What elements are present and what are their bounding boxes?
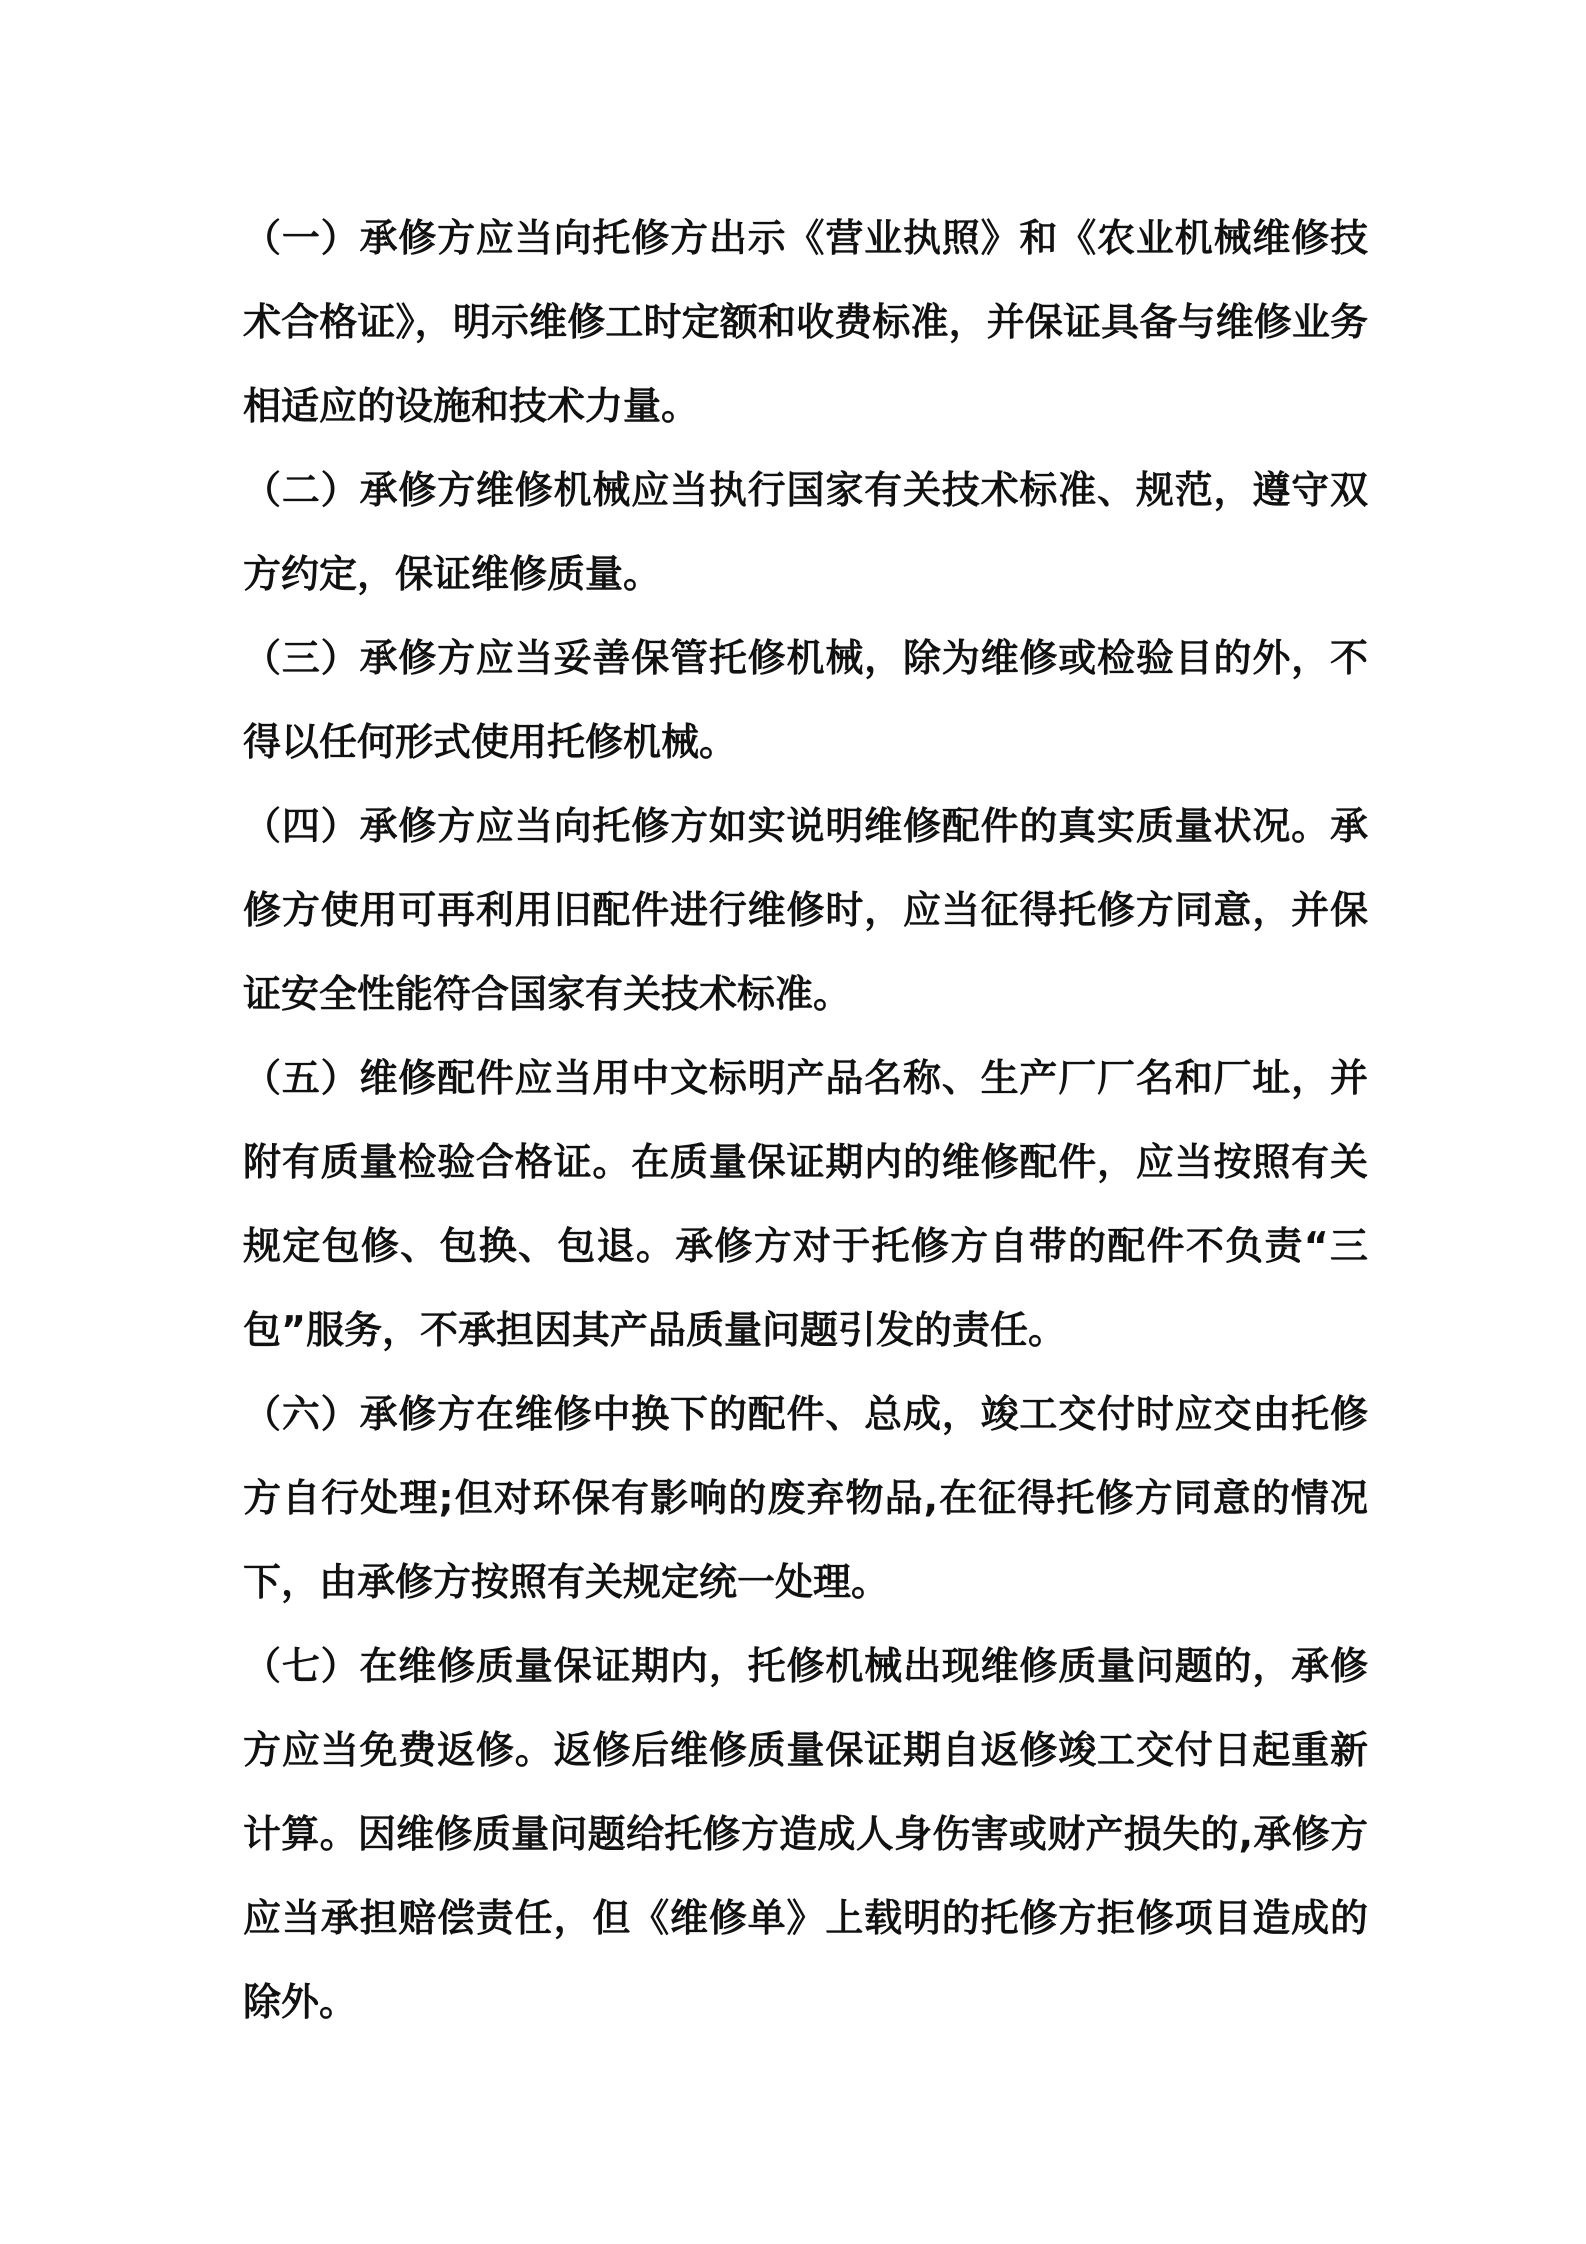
- paragraph-4: （四）承修方应当向托修方如实说明维修配件的真实质量状况。承修方使用可再利用旧配件进行维修时，应当征得托修方同意，并保证安全性能符合国家有关技术标准。: [243, 804, 1368, 1016]
- paragraph-1: （一）承修方应当向托修方出示《营业执照》和《农业机械维修技术合格证》，明示维修工时定额和收费标准，并保证具备与维修业务相适应的设施和技术力量。: [243, 216, 1368, 428]
- document-body: [243, 196, 1368, 2044]
- paragraph-5: （五）维修配件应当用中文标明产品名称、生产厂厂名和厂址，并附有质量检验合格证。在质量保证期内的维修配件，应当按照有关规定包修、包换、包退。承修方对于托修方自带的配件不负责“三包”服务，不承担因其产品质量问题引发的责任。: [243, 1056, 1368, 1352]
- paragraph-7: （七）在维修质量保证期内，托修机械出现维修质量问题的，承修方应当免费返修。返修后维修质量保证期自返修竣工交付日起重新计算。因维修质量问题给托修方造成人身伤害或财产损失的,承修方应当承担赔偿责任，但《维修单》上载明的托修方拒修项目造成的除外。: [243, 1644, 1368, 2024]
- paragraph-3: （三）承修方应当妥善保管托修机械，除为维修或检验目的外，不得以任何形式使用托修机械。: [243, 636, 1368, 764]
- paragraph-2: （二）承修方维修机械应当执行国家有关技术标准、规范，遵守双方约定，保证维修质量。: [243, 468, 1368, 596]
- paragraph-6: （六）承修方在维修中换下的配件、总成，竣工交付时应交由托修方自行处理;但对环保有影响的废弃物品,在征得托修方同意的情况下，由承修方按照有关规定统一处理。: [243, 1392, 1368, 1604]
